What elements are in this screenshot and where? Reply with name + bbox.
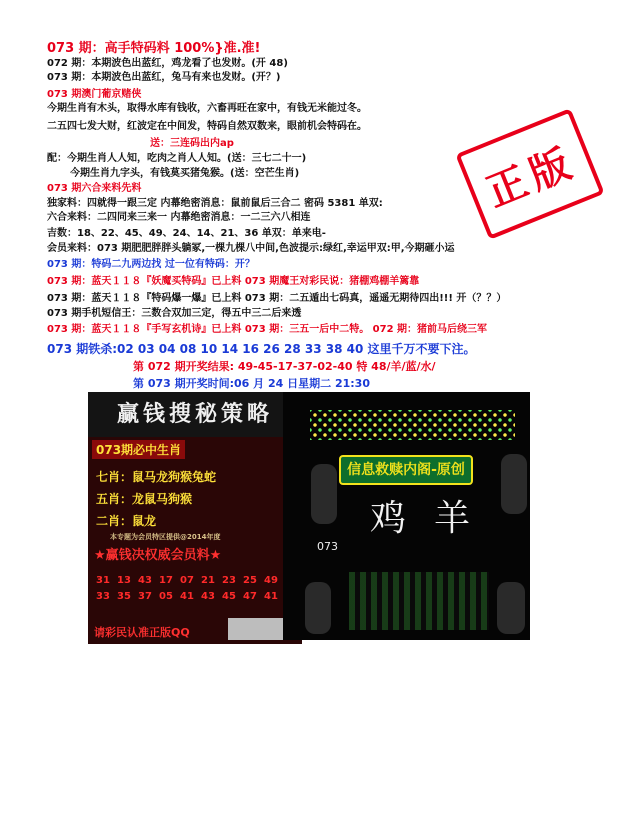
right-banner: 信息救赎内阁-原创 — [339, 455, 473, 485]
zodiac-pick: 鸡羊 — [370, 498, 499, 539]
portrait-bottom-right — [497, 582, 525, 634]
number-cell: 41 — [180, 591, 194, 602]
number-cell: 43 — [138, 575, 152, 586]
text-line: 073 期：蓝天１１８『特码爆一爆』已上料 073 期：二五遁出七码真，遥遥无期待四出!!! 开（？？） — [47, 293, 507, 304]
text-line: 今期生肖有木头，取得水库有钱收，六畜再旺在家中，有钱无米能过冬。 — [47, 103, 367, 114]
text-line: 六合来料：二四同来三来一 内幕绝密消息：一二三六八相连 — [47, 212, 311, 223]
number-cell: 17 — [159, 575, 173, 586]
kill-line: 073 期铁杀:02 03 04 08 10 14 16 26 28 33 38 40 这里千万不要下注。 — [47, 342, 476, 356]
number-cell: 13 — [117, 575, 131, 586]
portrait-left — [311, 464, 337, 524]
left-heading: 赢钱搜秘策略 — [88, 392, 302, 437]
number-cell: 07 — [180, 575, 194, 586]
number-cell: 31 — [96, 575, 110, 586]
text-line: 073 期：特码二九两边找 过一位有特码：开？ — [47, 259, 255, 270]
left-row5: 五肖：龙鼠马狗猴 — [96, 492, 193, 506]
text-line: 073 期：蓝天１１８『妖魔买特码』已上料 073 期魔王对彩民说：猪棚鸡棚羊篱靠 — [47, 276, 420, 287]
text-line: 吉数：18、22、45、49、24、14、21、36 单双：单来电- — [47, 228, 326, 239]
text-line: 会员来料：073 期肥肥胖胖头躺冢,一棵九棵八中间,色波提示:绿红,幸运甲双:甲,今期砸小运 — [47, 243, 455, 254]
right-bottom-text-art — [349, 572, 489, 630]
left-panel — [88, 392, 302, 644]
number-cell: 33 — [96, 591, 110, 602]
text-line: 二五四七发大财，红波定在中间发，特码自然双数来，眼前机会特码在。 — [47, 121, 367, 132]
number-cell: 37 — [138, 591, 152, 602]
number-cell: 35 — [117, 591, 131, 602]
number-cell: 23 — [222, 575, 236, 586]
text-line: 今期生肖九字头，有钱莫买猪兔猴。(送：空芒生肖) — [70, 168, 300, 179]
text-line: 072 期：本期波色出蓝红，鸡龙看了也发财。(开 48) — [47, 58, 288, 69]
number-cell: 05 — [159, 591, 173, 602]
left-row2: 二肖：鼠龙 — [96, 514, 157, 528]
text-line: 独家料：四就得一跟三定 内幕绝密消息：鼠前鼠后三合二 密码 5381 单双: — [47, 198, 383, 209]
draw-time: 第 073 期开奖时间:06 月 24 日星期二 21:30 — [133, 377, 370, 390]
number-cell: 25 — [243, 575, 257, 586]
left-note: 本专题为会员特区提供@2014年度 — [110, 533, 221, 541]
portrait-bottom-left — [305, 582, 331, 634]
text-line: 配：今期生肖人人知，吃肉之肖人人知。(送：三七二十一) — [47, 153, 307, 164]
text-line: 073 期手机短信王：三数合双加三定，得五中三二后来透 — [47, 308, 302, 319]
text-line: 073 期六合来料先料 — [47, 183, 142, 194]
zhengban-stamp: 正版 — [455, 108, 604, 240]
number-cell: 45 — [222, 591, 236, 602]
left-row7: 七肖：鼠马龙狗猴兔蛇 — [96, 470, 217, 484]
decorative-lights — [310, 410, 515, 440]
number-cell: 43 — [201, 591, 215, 602]
left-subtitle: 073期必中生肖 — [92, 440, 185, 459]
left-member: ★赢钱决权威会员料★ — [94, 548, 222, 563]
number-cell: 47 — [243, 591, 257, 602]
text-line: 073 期：蓝天１１８『手写玄机诗』已上料 073 期：三五一后中二特。 072 期：猪前马后绕三军 — [47, 324, 488, 335]
number-cell: 49 — [264, 575, 278, 586]
portrait-right — [501, 454, 527, 514]
number-cell: 21 — [201, 575, 215, 586]
text-line: 送：三连码出内ap — [150, 138, 234, 149]
text-line: 073 期：本期波色出蓝红，兔马有来也发财。(开？) — [47, 72, 281, 83]
draw-result: 第 072 期开奖结果: 49-45-17-37-02-40 特 48/羊/蓝/水/ — [133, 360, 436, 373]
text-line: 073 期澳门葡京赌侠 — [47, 89, 142, 100]
page-title: 073 期：高手特码料 100%}准.准! — [47, 41, 261, 56]
left-footer: 请彩民认准正版QQ — [94, 626, 190, 639]
number-cell: 41 — [264, 591, 278, 602]
right-number: 073 — [317, 540, 338, 553]
